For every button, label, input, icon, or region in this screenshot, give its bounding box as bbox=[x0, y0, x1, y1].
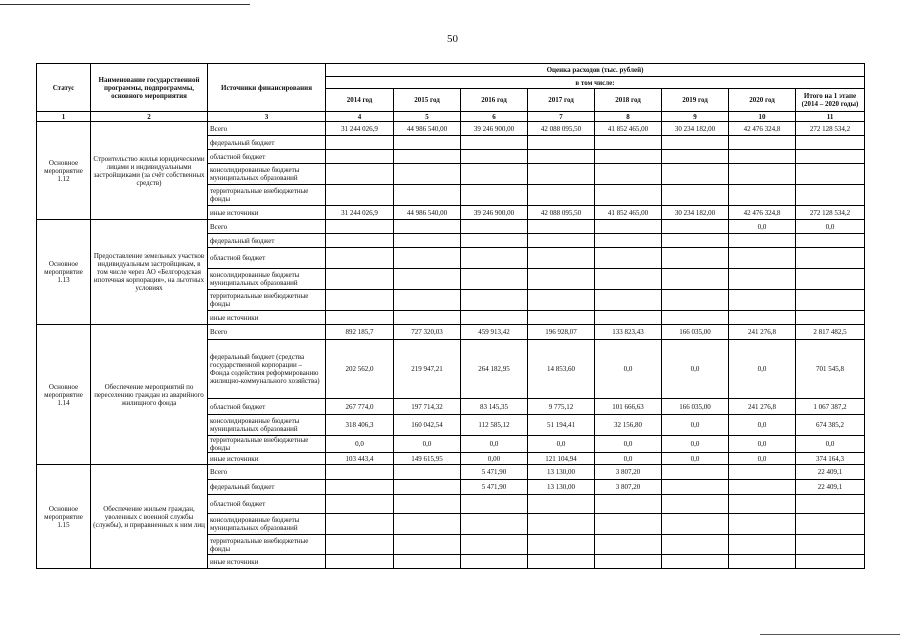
status-cell: Основное мероприятие 1.15 bbox=[37, 465, 91, 569]
year-value-cell: 14 853,60 bbox=[528, 340, 595, 399]
year-value-cell bbox=[326, 234, 394, 248]
year-value-cell bbox=[461, 269, 528, 290]
funding-source-cell: областной бюджет bbox=[208, 150, 326, 164]
total-value-cell bbox=[796, 311, 865, 325]
table-row bbox=[37, 220, 865, 234]
year-value-cell: 5 471,90 bbox=[461, 465, 528, 480]
year-value-cell: 0,0 bbox=[595, 436, 662, 453]
year-value-cell bbox=[595, 555, 662, 569]
year-value-cell bbox=[662, 269, 729, 290]
year-value-cell bbox=[729, 234, 796, 248]
column-number: 10 bbox=[729, 112, 796, 122]
year-value-cell bbox=[662, 164, 729, 185]
year-value-cell: 13 130,00 bbox=[528, 465, 595, 480]
year-value-cell bbox=[394, 248, 461, 269]
funding-source-cell: иные источники bbox=[208, 206, 326, 220]
funding-source-cell: федеральный бюджет bbox=[208, 234, 326, 248]
year-value-cell bbox=[528, 495, 595, 514]
funding-source-cell: областной бюджет bbox=[208, 495, 326, 514]
year-value-cell: 892 185,7 bbox=[326, 325, 394, 340]
year-value-cell: 0,0 bbox=[528, 436, 595, 453]
year-value-cell: 0,0 bbox=[729, 436, 796, 453]
year-value-cell: 0,0 bbox=[394, 436, 461, 453]
year-value-cell bbox=[528, 535, 595, 555]
year-value-cell bbox=[528, 311, 595, 325]
year-value-cell bbox=[461, 495, 528, 514]
year-value-cell bbox=[662, 290, 729, 311]
column-number: 11 bbox=[796, 112, 865, 122]
funding-source-cell: Всего bbox=[208, 325, 326, 340]
year-value-cell: 39 246 900,00 bbox=[461, 122, 528, 136]
column-number: 1 bbox=[37, 112, 91, 122]
funding-source-cell: консолидированные бюджеты муниципальных образований bbox=[208, 164, 326, 185]
funding-source-cell: территориальные внебюджетные фонды bbox=[208, 535, 326, 555]
column-number: 9 bbox=[662, 112, 729, 122]
year-value-cell: 202 562,0 bbox=[326, 340, 394, 399]
total-value-cell: 272 128 534,2 bbox=[796, 122, 865, 136]
year-value-cell bbox=[461, 514, 528, 535]
year-value-cell bbox=[595, 234, 662, 248]
header-including: в том числе: bbox=[326, 77, 865, 89]
funding-source-cell: Всего bbox=[208, 220, 326, 234]
year-value-cell bbox=[662, 514, 729, 535]
year-value-cell: 41 852 465,00 bbox=[595, 206, 662, 220]
year-value-cell bbox=[595, 535, 662, 555]
year-value-cell: 13 130,00 bbox=[528, 480, 595, 495]
total-value-cell bbox=[796, 535, 865, 555]
total-value-cell bbox=[796, 269, 865, 290]
funding-source-cell: федеральный бюджет bbox=[208, 480, 326, 495]
year-value-cell bbox=[528, 514, 595, 535]
year-value-cell: 83 145,35 bbox=[461, 399, 528, 415]
total-value-cell: 674 385,2 bbox=[796, 415, 865, 436]
year-value-cell: 166 035,00 bbox=[662, 325, 729, 340]
year-value-cell: 5 471,90 bbox=[461, 480, 528, 495]
header-estimate: Оценка расходов (тыс. рублей) bbox=[326, 64, 865, 77]
year-value-cell: 318 406,3 bbox=[326, 415, 394, 436]
year-value-cell bbox=[461, 136, 528, 150]
page-number: 50 bbox=[447, 33, 458, 45]
year-value-cell bbox=[461, 185, 528, 206]
year-value-cell: 39 246 900,00 bbox=[461, 206, 528, 220]
year-value-cell bbox=[326, 136, 394, 150]
year-value-cell bbox=[394, 535, 461, 555]
header-source: Источники финансирования bbox=[208, 64, 326, 112]
year-value-cell bbox=[394, 465, 461, 480]
year-value-cell: 41 852 465,00 bbox=[595, 122, 662, 136]
column-number: 3 bbox=[208, 112, 326, 122]
header-total: Итого на 1 этапе (2014 – 2020 годы) bbox=[796, 89, 865, 112]
year-value-cell: 241 276,8 bbox=[729, 325, 796, 340]
year-value-cell: 0,0 bbox=[729, 220, 796, 234]
year-value-cell: 0,0 bbox=[595, 453, 662, 465]
funding-source-cell: иные источники bbox=[208, 555, 326, 569]
year-value-cell bbox=[394, 269, 461, 290]
header-program: Наименование государственной программы, подпрограммы, основного мероприятия bbox=[91, 64, 208, 112]
total-value-cell bbox=[796, 185, 865, 206]
year-value-cell: 219 947,21 bbox=[394, 340, 461, 399]
program-name-cell: Обеспечение мероприятий по переселению граждан из аварийного жилищного фонда bbox=[91, 325, 208, 465]
year-value-cell: 101 666,63 bbox=[595, 399, 662, 415]
total-value-cell bbox=[796, 290, 865, 311]
year-value-cell bbox=[528, 248, 595, 269]
year-value-cell: 9 775,12 bbox=[528, 399, 595, 415]
year-value-cell: 241 276,8 bbox=[729, 399, 796, 415]
year-value-cell bbox=[729, 248, 796, 269]
year-value-cell bbox=[461, 535, 528, 555]
year-value-cell bbox=[394, 555, 461, 569]
year-value-cell bbox=[729, 555, 796, 569]
year-value-cell bbox=[662, 150, 729, 164]
year-value-cell bbox=[595, 220, 662, 234]
column-number: 2 bbox=[91, 112, 208, 122]
year-value-cell: 0,0 bbox=[662, 453, 729, 465]
year-value-cell bbox=[326, 164, 394, 185]
year-value-cell bbox=[394, 136, 461, 150]
funding-source-cell: иные источники bbox=[208, 453, 326, 465]
year-value-cell: 30 234 182,00 bbox=[662, 122, 729, 136]
program-name-cell: Обеспечение жильем граждан, уволенных с военной службы (службы), и приравненных к ним лиц bbox=[91, 465, 208, 569]
year-value-cell bbox=[595, 164, 662, 185]
year-value-cell: 30 234 182,00 bbox=[662, 206, 729, 220]
status-cell: Основное мероприятие 1.14 bbox=[37, 325, 91, 465]
year-value-cell bbox=[729, 185, 796, 206]
year-value-cell bbox=[528, 150, 595, 164]
table-row bbox=[37, 465, 865, 480]
year-value-cell: 0,0 bbox=[595, 340, 662, 399]
year-value-cell bbox=[394, 164, 461, 185]
year-value-cell bbox=[394, 290, 461, 311]
year-value-cell bbox=[326, 220, 394, 234]
year-value-cell: 149 615,95 bbox=[394, 453, 461, 465]
total-value-cell bbox=[796, 248, 865, 269]
year-value-cell bbox=[729, 465, 796, 480]
total-value-cell: 22 409,1 bbox=[796, 465, 865, 480]
year-value-cell bbox=[662, 311, 729, 325]
year-value-cell bbox=[729, 311, 796, 325]
year-value-cell bbox=[394, 220, 461, 234]
year-value-cell bbox=[326, 150, 394, 164]
year-value-cell bbox=[528, 136, 595, 150]
year-value-cell bbox=[326, 185, 394, 206]
funding-source-cell: консолидированные бюджеты муниципальных образований bbox=[208, 514, 326, 535]
header-year: 2016 год bbox=[461, 89, 528, 112]
year-value-cell bbox=[394, 185, 461, 206]
funding-source-cell: территориальные внебюджетные фонды bbox=[208, 185, 326, 206]
year-value-cell: 31 244 026,9 bbox=[326, 206, 394, 220]
year-value-cell bbox=[461, 555, 528, 569]
year-value-cell bbox=[461, 311, 528, 325]
year-value-cell bbox=[528, 185, 595, 206]
year-value-cell bbox=[662, 220, 729, 234]
year-value-cell bbox=[595, 185, 662, 206]
year-value-cell bbox=[528, 220, 595, 234]
year-value-cell: 459 913,42 bbox=[461, 325, 528, 340]
year-value-cell bbox=[729, 495, 796, 514]
year-value-cell: 264 182,95 bbox=[461, 340, 528, 399]
program-name-cell: Строительство жилья юридическими лицами и индивидуальными застройщиками (за счёт собственных средств) bbox=[91, 122, 208, 220]
funding-source-cell: консолидированные бюджеты муниципальных образований bbox=[208, 415, 326, 436]
funding-source-cell: консолидированные бюджеты муниципальных образований bbox=[208, 269, 326, 290]
total-value-cell: 701 545,8 bbox=[796, 340, 865, 399]
year-value-cell bbox=[729, 535, 796, 555]
year-value-cell bbox=[326, 248, 394, 269]
year-value-cell: 160 042,54 bbox=[394, 415, 461, 436]
year-value-cell: 42 088 095,50 bbox=[528, 206, 595, 220]
header-year: 2017 год bbox=[528, 89, 595, 112]
year-value-cell bbox=[461, 150, 528, 164]
year-value-cell bbox=[394, 311, 461, 325]
year-value-cell: 0,0 bbox=[662, 436, 729, 453]
year-value-cell bbox=[528, 269, 595, 290]
year-value-cell bbox=[729, 150, 796, 164]
funding-source-cell: федеральный бюджет (средства государственной корпорации – Фонда содействия реформированию жилищно-коммунального хозяйства) bbox=[208, 340, 326, 399]
year-value-cell bbox=[326, 465, 394, 480]
year-value-cell: 727 320,03 bbox=[394, 325, 461, 340]
column-number: 5 bbox=[394, 112, 461, 122]
funding-source-cell: иные источники bbox=[208, 311, 326, 325]
column-number: 6 bbox=[461, 112, 528, 122]
table-row bbox=[37, 325, 865, 340]
year-value-cell: 0,0 bbox=[729, 453, 796, 465]
year-value-cell: 3 807,20 bbox=[595, 480, 662, 495]
year-value-cell: 196 928,07 bbox=[528, 325, 595, 340]
year-value-cell bbox=[394, 234, 461, 248]
year-value-cell bbox=[326, 269, 394, 290]
column-number-row bbox=[37, 112, 865, 122]
header-year: 2020 год bbox=[729, 89, 796, 112]
scan-artifact-line bbox=[0, 4, 250, 5]
year-value-cell bbox=[394, 514, 461, 535]
year-value-cell: 3 807,20 bbox=[595, 465, 662, 480]
year-value-cell bbox=[595, 514, 662, 535]
year-value-cell bbox=[662, 185, 729, 206]
year-value-cell bbox=[595, 248, 662, 269]
year-value-cell: 32 156,80 bbox=[595, 415, 662, 436]
scan-artifact-line bbox=[760, 634, 900, 635]
header-status: Статус bbox=[37, 64, 91, 112]
year-value-cell bbox=[662, 136, 729, 150]
year-value-cell: 0,0 bbox=[326, 436, 394, 453]
funding-source-cell: областной бюджет bbox=[208, 248, 326, 269]
year-value-cell bbox=[729, 480, 796, 495]
year-value-cell: 31 244 026,9 bbox=[326, 122, 394, 136]
year-value-cell: 133 823,43 bbox=[595, 325, 662, 340]
year-value-cell: 103 443,4 bbox=[326, 453, 394, 465]
year-value-cell bbox=[662, 465, 729, 480]
total-value-cell: 0,0 bbox=[796, 220, 865, 234]
funding-source-cell: территориальные внебюджетные фонды bbox=[208, 290, 326, 311]
total-value-cell bbox=[796, 150, 865, 164]
year-value-cell bbox=[595, 269, 662, 290]
total-value-cell bbox=[796, 555, 865, 569]
year-value-cell bbox=[394, 150, 461, 164]
year-value-cell bbox=[662, 495, 729, 514]
year-value-cell bbox=[326, 495, 394, 514]
year-value-cell bbox=[662, 480, 729, 495]
header-year: 2015 год bbox=[394, 89, 461, 112]
total-value-cell: 1 067 387,2 bbox=[796, 399, 865, 415]
funding-source-cell: федеральный бюджет bbox=[208, 136, 326, 150]
year-value-cell bbox=[729, 136, 796, 150]
year-value-cell bbox=[662, 555, 729, 569]
total-value-cell bbox=[796, 164, 865, 185]
year-value-cell bbox=[729, 164, 796, 185]
column-number: 8 bbox=[595, 112, 662, 122]
column-number: 7 bbox=[528, 112, 595, 122]
year-value-cell: 42 476 324,8 bbox=[729, 122, 796, 136]
year-value-cell bbox=[326, 311, 394, 325]
funding-source-cell: областной бюджет bbox=[208, 399, 326, 415]
year-value-cell: 44 986 540,00 bbox=[394, 206, 461, 220]
year-value-cell bbox=[528, 555, 595, 569]
year-value-cell bbox=[461, 248, 528, 269]
year-value-cell bbox=[528, 290, 595, 311]
year-value-cell bbox=[461, 234, 528, 248]
year-value-cell: 0,0 bbox=[662, 340, 729, 399]
year-value-cell: 0,0 bbox=[461, 436, 528, 453]
program-name-cell: Предоставление земельных участков индивидуальным застройщикам, в том числе через АО «Белгородская ипотечная корпорация», на льготных условиях bbox=[91, 220, 208, 325]
year-value-cell bbox=[326, 555, 394, 569]
year-value-cell bbox=[595, 150, 662, 164]
total-value-cell: 0,0 bbox=[796, 436, 865, 453]
year-value-cell bbox=[394, 495, 461, 514]
year-value-cell: 51 194,41 bbox=[528, 415, 595, 436]
year-value-cell: 112 585,12 bbox=[461, 415, 528, 436]
year-value-cell bbox=[595, 136, 662, 150]
year-value-cell bbox=[662, 535, 729, 555]
total-value-cell bbox=[796, 234, 865, 248]
year-value-cell bbox=[461, 290, 528, 311]
year-value-cell: 0,0 bbox=[729, 415, 796, 436]
header-year: 2019 год bbox=[662, 89, 729, 112]
year-value-cell bbox=[528, 234, 595, 248]
year-value-cell bbox=[326, 290, 394, 311]
year-value-cell bbox=[729, 514, 796, 535]
funding-source-cell: Всего bbox=[208, 122, 326, 136]
year-value-cell bbox=[326, 535, 394, 555]
total-value-cell: 374 164,3 bbox=[796, 453, 865, 465]
total-value-cell bbox=[796, 136, 865, 150]
status-cell: Основное мероприятие 1.13 bbox=[37, 220, 91, 325]
funding-source-cell: Всего bbox=[208, 465, 326, 480]
year-value-cell bbox=[595, 290, 662, 311]
year-value-cell: 44 986 540,00 bbox=[394, 122, 461, 136]
header-year: 2018 год bbox=[595, 89, 662, 112]
year-value-cell bbox=[595, 311, 662, 325]
year-value-cell: 267 774,0 bbox=[326, 399, 394, 415]
year-value-cell: 0,0 bbox=[729, 340, 796, 399]
header-year: 2014 год bbox=[326, 89, 394, 112]
year-value-cell: 166 035,00 bbox=[662, 399, 729, 415]
year-value-cell bbox=[528, 164, 595, 185]
year-value-cell: 121 104,94 bbox=[528, 453, 595, 465]
year-value-cell bbox=[326, 480, 394, 495]
year-value-cell bbox=[461, 220, 528, 234]
year-value-cell bbox=[595, 495, 662, 514]
total-value-cell bbox=[796, 514, 865, 535]
total-value-cell: 2 817 482,5 bbox=[796, 325, 865, 340]
year-value-cell bbox=[461, 164, 528, 185]
year-value-cell: 42 476 324,8 bbox=[729, 206, 796, 220]
year-value-cell: 0,00 bbox=[461, 453, 528, 465]
budget-table bbox=[36, 63, 865, 569]
year-value-cell: 0,0 bbox=[662, 415, 729, 436]
year-value-cell: 42 088 095,50 bbox=[528, 122, 595, 136]
year-value-cell bbox=[326, 514, 394, 535]
total-value-cell bbox=[796, 495, 865, 514]
year-value-cell bbox=[394, 480, 461, 495]
funding-source-cell: территориальные внебюджетные фонды bbox=[208, 436, 326, 453]
column-number: 4 bbox=[326, 112, 394, 122]
year-value-cell bbox=[729, 269, 796, 290]
total-value-cell: 22 409,1 bbox=[796, 480, 865, 495]
year-value-cell bbox=[729, 290, 796, 311]
year-value-cell: 197 714,32 bbox=[394, 399, 461, 415]
total-value-cell: 272 128 534,2 bbox=[796, 206, 865, 220]
year-value-cell bbox=[662, 248, 729, 269]
table-row bbox=[37, 122, 865, 136]
year-value-cell bbox=[662, 234, 729, 248]
status-cell: Основное мероприятие 1.12 bbox=[37, 122, 91, 220]
